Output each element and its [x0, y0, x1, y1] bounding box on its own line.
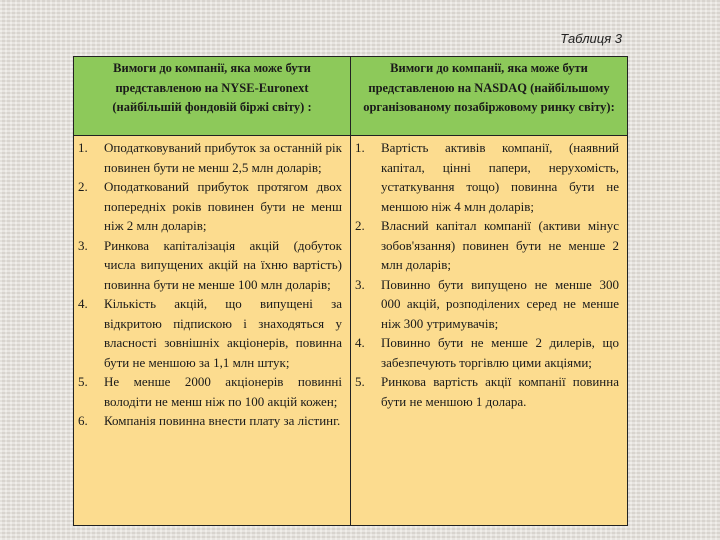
- item-number: 4.: [78, 296, 88, 311]
- item-text: Компанія повинна внести плату за лістинг.: [104, 413, 341, 428]
- item-number: 3.: [355, 276, 365, 292]
- list-item: [78, 294, 342, 372]
- item-number: 1.: [355, 140, 365, 155]
- list-item: [355, 372, 619, 411]
- list-item: [355, 275, 619, 334]
- list-item: [355, 333, 619, 372]
- list-item: [355, 138, 619, 216]
- item-number: 2.: [78, 179, 88, 194]
- list-item: [355, 216, 619, 275]
- item-number: 2.: [355, 218, 365, 233]
- list-item: [78, 177, 342, 236]
- item-number: 5.: [78, 374, 88, 389]
- item-text: Власний капітал компанії (активи мінус зобов'язання) повинен бути не менше 2 млн доларів;: [381, 218, 619, 272]
- item-number: 6.: [78, 413, 88, 428]
- table-caption: Таблиця 3: [560, 31, 622, 46]
- item-number: 3.: [78, 237, 88, 253]
- item-text: Вартість активів компанії, (наявний капітал, цінні папери, нерухомість, устаткування тощо) повинна бути не меншою ніж 4 млн доларів;: [381, 140, 619, 214]
- item-number: 4.: [355, 335, 365, 350]
- requirements-table: [73, 56, 628, 526]
- item-text: Повинно бути випущено не менше 300 000 акцій, розподілених серед не менше ніж 300 утримувачів;: [381, 276, 619, 331]
- nyse-requirements: [74, 136, 351, 526]
- list-item: [78, 138, 342, 177]
- nasdaq-requirements: [351, 136, 628, 526]
- list-item: [78, 411, 342, 431]
- item-text: Кількість акцій, що випущені за відкритою підпискою і знаходяться у власності зовнішніх акціонерів, повинна бути не меншою за 1,1 млн штук;: [104, 296, 342, 370]
- item-number: 1.: [78, 140, 88, 155]
- item-text: Повинно бути не менше 2 дилерів, що забезпечують торгівлю цими акціями;: [381, 335, 619, 370]
- item-text: Оподатковуваний прибуток за останній рік повинен бути не менш 2,5 млн доларів;: [104, 140, 342, 175]
- item-text: Ринкова вартість акції компанії повинна бути не меншою 1 долара.: [381, 374, 619, 409]
- item-text: Оподаткований прибуток протягом двох попередніх років повинен бути не менш ніж 2 млн доларів;: [104, 179, 342, 233]
- item-text: Ринкова капіталізація акцій (добуток числа випущених акцій на їхню вартість) повинна бути не менше 100 млн доларів;: [104, 237, 342, 292]
- list-item: [78, 236, 342, 295]
- item-number: 5.: [355, 374, 365, 389]
- item-text: Не менше 2000 акціонерів повинні володіти не менш ніж по 100 акцій кожен;: [104, 374, 342, 409]
- list-item: [78, 372, 342, 411]
- header-nasdaq: Вимоги до компанії, яка може бути представленою на NASDAQ (найбільшому організованому позабіржовому ринку світу):: [351, 57, 628, 136]
- header-nyse: Вимоги до компанії, яка може бути представленою на NYSE-Euronext (найбільшій фондовій біржі світу) :: [74, 57, 351, 136]
